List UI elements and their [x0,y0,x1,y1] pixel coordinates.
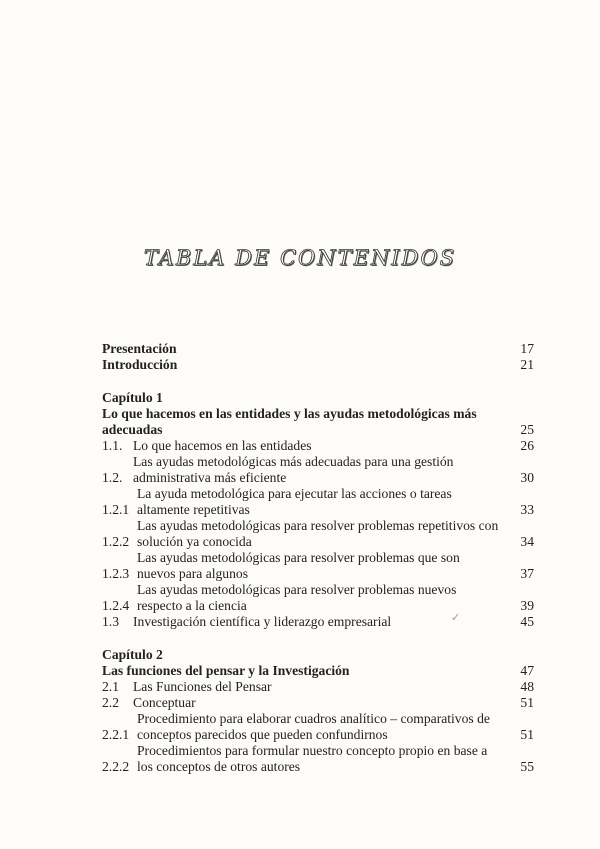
toc-page-number: 51 [520,695,534,710]
toc-entry-number: 1.3 [102,614,119,629]
toc-entry-text: Las ayudas metodológicas más adecuadas para una gestión administrativa más eficiente [133,454,454,485]
toc-page-number: 21 [520,357,534,372]
toc-entry-text: Introducción [102,357,178,372]
toc-entry-text: Investigación científica y liderazgo empresarial [133,614,392,629]
toc-entry-1-2-3[interactable] [102,550,534,582]
toc-entry-text: Procedimiento para elaborar cuadros analítico – comparativos de conceptos parecidos que pueden confundirnos [137,711,490,742]
toc-entry-text: Procedimientos para formular nuestro concepto propio en base a los conceptos de otros autores [137,743,488,774]
chapter-1-label: Capítulo 1 [102,390,163,405]
toc-entry-text: La ayuda metodológica para ejecutar las acciones o tareas altamente repetitivas [137,486,452,517]
toc-entry-2-1[interactable] [102,679,534,695]
toc-entry-2-2[interactable] [102,695,534,711]
table-of-contents [102,341,534,775]
toc-entry-text: Las Funciones del Pensar [133,679,272,694]
toc-entry-text: Las funciones del pensar y la Investigación [102,663,350,678]
toc-entry-number: 2.2 [102,695,119,710]
toc-page-number: 34 [520,534,534,549]
pencil-check-mark: ✓ [451,612,461,624]
toc-page-number: 39 [520,598,534,613]
chapter-2-title[interactable] [102,663,534,679]
toc-page-number: 48 [520,679,534,694]
toc-entry-text: Las ayudas metodológicas para resolver problemas que son nuevos para algunos [137,550,460,581]
toc-entry-text: Presentación [102,341,177,356]
toc-page-number: 37 [520,566,534,581]
toc-entry-1-2-4[interactable] [102,582,534,614]
toc-entry-number: 1.2.3 [102,566,130,581]
toc-entry-1-2[interactable] [102,454,534,486]
toc-page-number: 55 [520,759,534,774]
toc-entry-text: Conceptuar [133,695,196,710]
toc-page-number: 17 [520,341,534,356]
toc-entry-text: Lo que hacemos en las entidades y las ayudas metodológicas más adecuadas [102,406,477,437]
toc-page-number: 51 [520,727,534,742]
toc-page-number: 33 [520,502,534,517]
toc-entry-number: 1.2.2 [102,534,130,549]
toc-entry-presentation[interactable] [102,341,534,357]
toc-page-number: 30 [520,470,534,485]
toc-entry-1-3[interactable] [102,614,534,630]
toc-page-number: 47 [520,663,534,678]
toc-entry-number: 2.2.2 [102,759,130,774]
toc-entry-number: 2.1 [102,679,119,694]
toc-entry-2-2-2[interactable] [102,743,534,775]
toc-entry-1-1[interactable] [102,438,534,454]
toc-entry-number: 1.1. [102,438,123,453]
toc-entry-text: Lo que hacemos en las entidades [133,438,312,453]
toc-entry-number: 1.2.1 [102,502,130,517]
chapter-2-label: Capítulo 2 [102,647,163,662]
toc-entry-1-2-2[interactable] [102,518,534,550]
toc-entry-text: Las ayudas metodológicas para resolver problemas nuevos respecto a la ciencia [137,582,457,613]
toc-entry-number: 2.2.1 [102,727,130,742]
toc-entry-number: 1.2. [102,470,123,485]
toc-page-number: 45 [520,614,534,629]
toc-entry-text: Las ayudas metodológicas para resolver problemas repetitivos con solución ya conocida [137,518,499,549]
toc-entry-2-2-1[interactable] [102,711,534,743]
toc-entry-number: 1.2.4 [102,598,130,613]
toc-page-number: 25 [520,422,534,437]
chapter-1-title[interactable] [102,406,534,438]
toc-entry-1-2-1[interactable] [102,486,534,518]
page-title: TABLA DE CONTENIDOS [143,246,457,270]
toc-page-number: 26 [520,438,534,453]
toc-entry-introduction[interactable] [102,357,534,373]
